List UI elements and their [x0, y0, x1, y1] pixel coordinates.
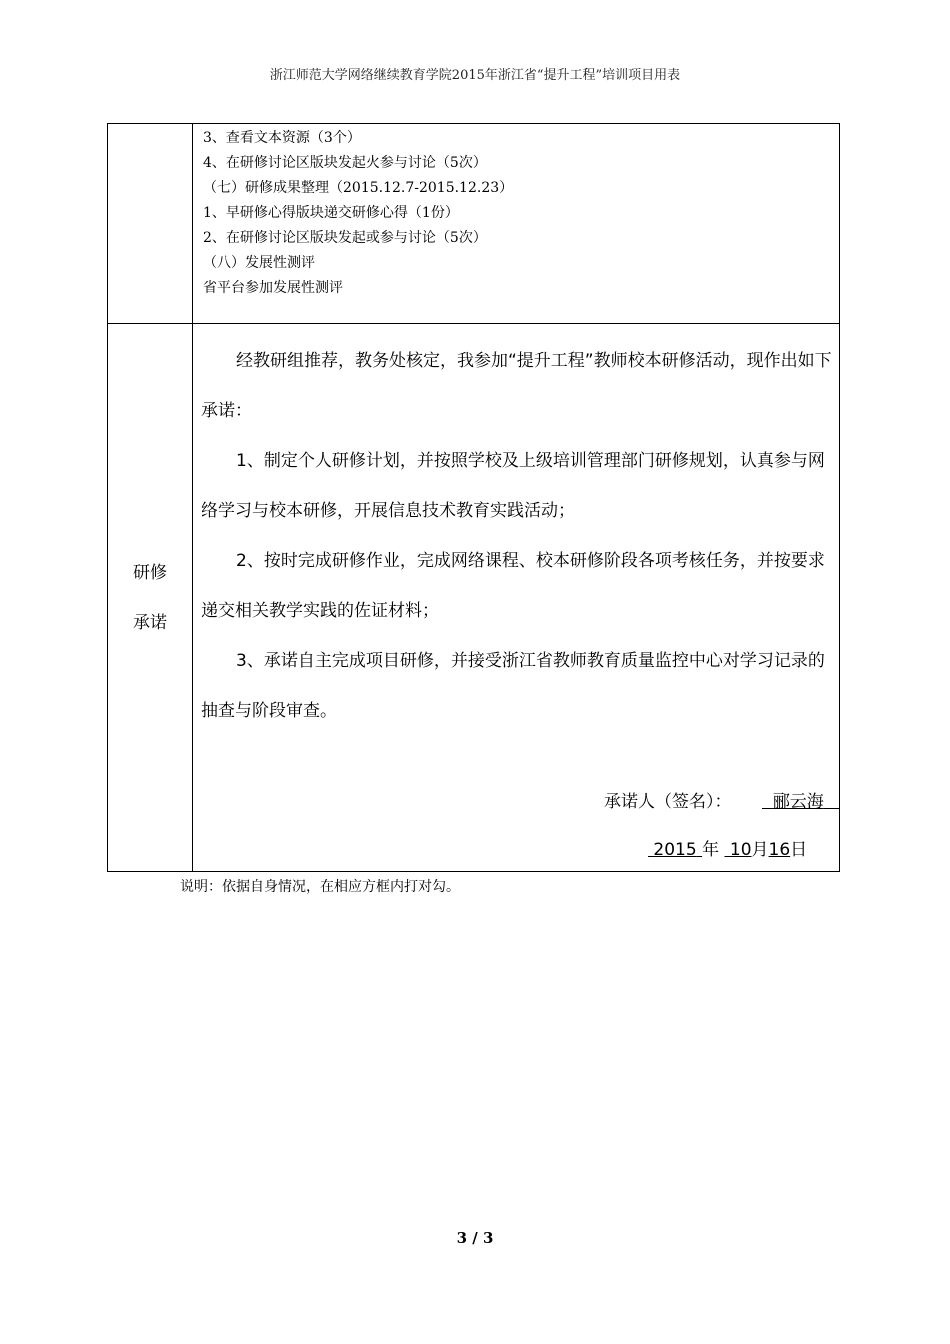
date-year: 2015 [653, 840, 697, 860]
commitment-table [107, 123, 840, 872]
plan-row [108, 124, 840, 324]
promise-label-cell [108, 324, 193, 872]
promise-label-line2: 承诺 [133, 612, 167, 633]
page-number: 3 / 3 [456, 1229, 494, 1247]
promise-intro: 经教研组推荐，教务处核定，我参加“提升工程”教师校本研修活动，现作出如下承诺： [201, 351, 832, 421]
plan-line: （八）发展性测评 [203, 255, 315, 271]
promise-item-1: 1、制定个人研修计划，并按照学校及上级培训管理部门研修规划，认真参与网络学习与校本研修，开展信息技术教育实践活动； [201, 451, 825, 521]
note-text: 说明：依据自身情况，在相应方框内打对勾。 [180, 879, 460, 895]
plan-content-cell [193, 124, 840, 324]
plan-label-cell [108, 124, 193, 324]
page-header: 浙江师范大学网络继续教育学院2015年浙江省“提升工程”培训项目用表 [269, 68, 681, 83]
promise-label-line1: 研修 [133, 562, 167, 583]
promise-item-2: 2、按时完成研修作业，完成网络课程、校本研修阶段各项考核任务，并按要求递交相关教学实践的佐证材料； [201, 551, 825, 621]
plan-line: 2、在研修讨论区版块发起或参与讨论（5次） [203, 230, 487, 246]
signer-name: 郦云海 [772, 792, 824, 812]
plan-line: （七）研修成果整理（2015.12.7-2015.12.23） [203, 180, 514, 196]
date-month: 10 [729, 840, 752, 860]
promise-text [201, 336, 833, 736]
signer-label: 承诺人（签名）： [604, 792, 732, 812]
promise-content-cell [193, 324, 840, 872]
plan-line: 1、早研修心得版块递交研修心得（1份） [203, 205, 459, 221]
plan-line: 省平台参加发展性测评 [203, 280, 343, 296]
plan-line: 3、查看文本资源（3个） [203, 130, 361, 146]
commit-date: 2015 年 10月16日 [653, 840, 808, 860]
promise-item-3: 3、承诺自主完成项目研修，并接受浙江省教师教育质量监控中心对学习记录的抽查与阶段审查。 [201, 651, 825, 721]
plan-line: 4、在研修讨论区版块发起火参与讨论（5次） [203, 155, 487, 171]
date-day: 16 [768, 840, 791, 860]
